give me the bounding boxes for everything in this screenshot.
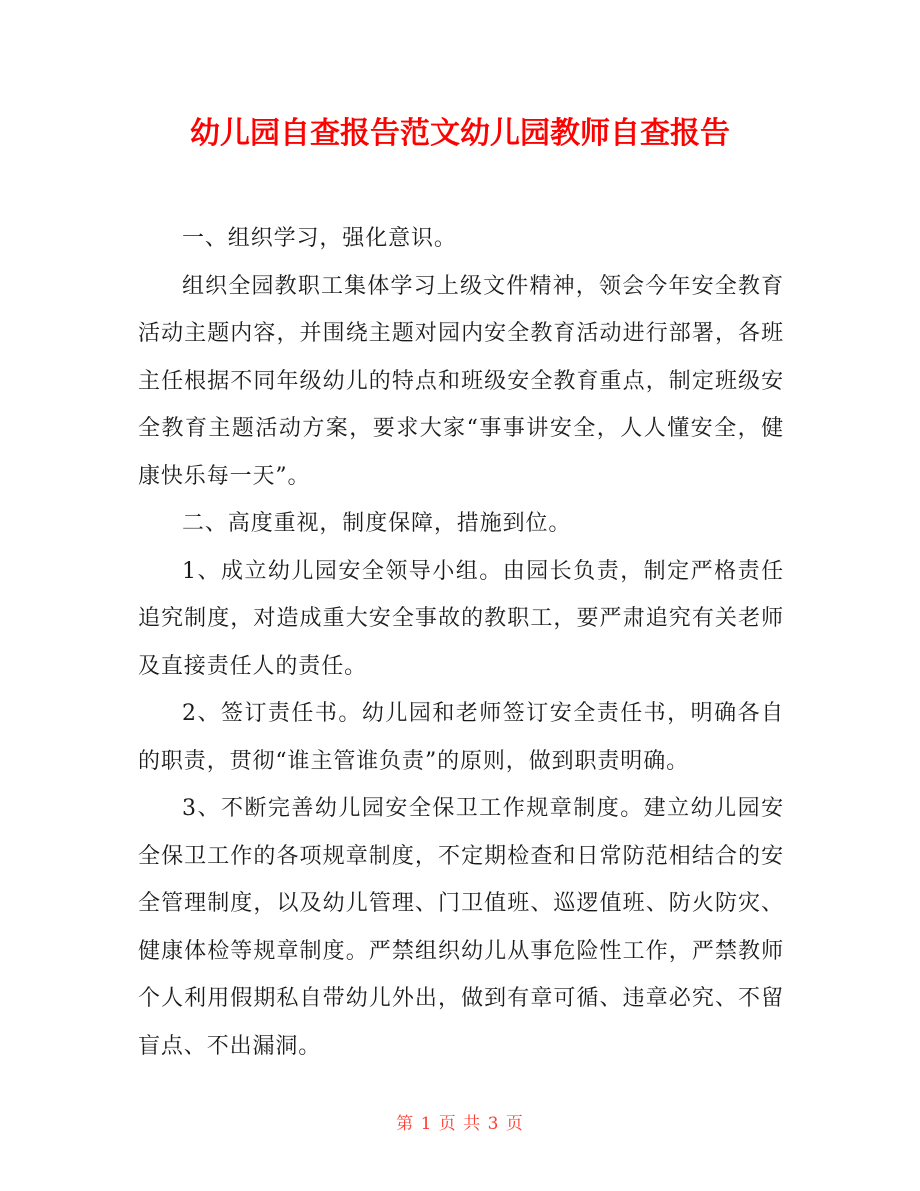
paragraph-organize-study: 组织全园教职工集体学习上级文件精神，领会今年安全教育活动主题内容，并围绕主题对园内安全教育活动进行部署，各班主任根据不同年级幼儿的特点和班级安全教育重点，制定班级安全教育主题活动方案，要求大家“事事讲安全，人人懂安全，健康快乐每一天”。 xyxy=(138,273,784,489)
section-heading-1: 一、组织学习，强化意识。 xyxy=(182,226,457,251)
paragraph-leadership-group: 1、成立幼儿园安全领导小组。由园长负责，制定严格责任追究制度，对造成重大安全事故的教职工，要严肃追究有关老师及直接责任人的责任。 xyxy=(138,558,784,679)
document-body xyxy=(138,215,784,1070)
paragraph-responsibility-letter: 2、签订责任书。幼儿园和老师签订安全责任书，明确各自的职责，贯彻“谁主管谁负责”的原则，做到职责明确。 xyxy=(138,701,784,774)
paragraph-security-rules: 3、不断完善幼儿园安全保卫工作规章制度。建立幼儿园安全保卫工作的各项规章制度，不定期检查和日常防范相结合的安全管理制度，以及幼儿管理、门卫值班、巡逻值班、防火防灾、健康体检等规章制度。严禁组织幼儿从事危险性工作，严禁教师个人利用假期私自带幼儿外出，做到有章可循、违章必究、不留盲点、不出漏洞。 xyxy=(138,796,784,1059)
page-number-footer: 第 1 页 共 3 页 xyxy=(396,1114,524,1134)
document-title: 幼儿园自查报告范文幼儿园教师自查报告 xyxy=(190,116,730,151)
section-heading-2: 二、高度重视，制度保障，措施到位。 xyxy=(182,511,572,536)
